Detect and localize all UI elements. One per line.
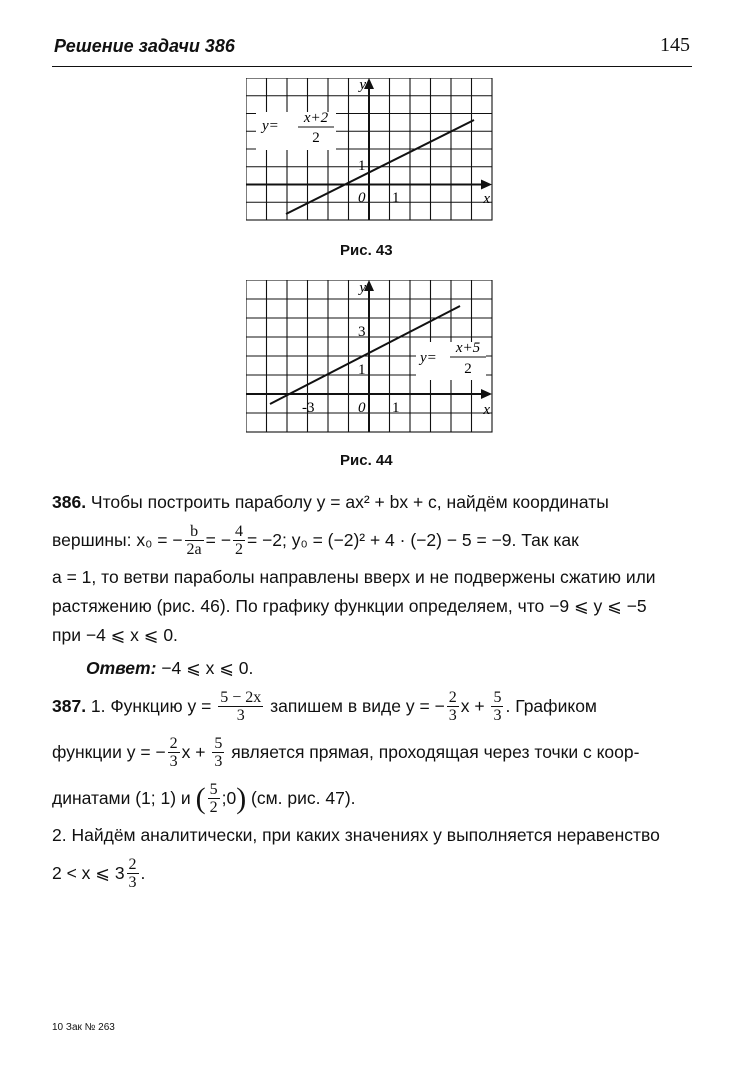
problem-387-text-3a: динатами (1; 1) и xyxy=(52,787,196,808)
problem-387-number: 387. xyxy=(52,695,87,716)
page-header xyxy=(52,36,692,67)
figure-44-formula-prefix: y= xyxy=(420,350,437,366)
fraction-numerator: 5 xyxy=(214,734,223,752)
problem-386-line-1 xyxy=(52,488,694,517)
figure-44-graph xyxy=(246,280,496,440)
figure-44-caption: Рис. 44 xyxy=(340,452,393,469)
figure-43-formula-numerator: x+2 xyxy=(303,110,329,126)
fraction-numerator: 2 xyxy=(448,688,457,706)
problem-386-text-2b: = − xyxy=(205,529,231,550)
fraction-4-over-2 xyxy=(233,523,245,558)
point-semicolon-zero: ;0 xyxy=(221,787,237,808)
figure-44 xyxy=(246,280,496,440)
fraction-numerator: 2 xyxy=(169,734,178,752)
solution-text xyxy=(52,488,694,896)
problem-387-text-5a: 2 < x ⩽ 3 xyxy=(52,862,125,883)
fraction-5-over-3 xyxy=(491,689,503,724)
figure-43-formula-denominator: 2 xyxy=(312,130,320,146)
problem-387-text-3b: (см. рис. 47). xyxy=(246,787,356,808)
fraction-denominator: 3 xyxy=(236,706,245,724)
problem-387-text-2b: x + xyxy=(181,741,211,762)
problem-386-line-4: растяжению (рис. 46). По графику функции определяем, что −9 ⩽ y ⩽ −5 xyxy=(52,596,647,616)
fraction-denominator: 3 xyxy=(493,706,502,724)
problem-387-line-4: 2. Найдём аналитически, при каких значениях y выполняется неравенство xyxy=(52,825,660,845)
figure-44-y-tick-3: 3 xyxy=(358,324,366,340)
fraction-denominator: 2 xyxy=(234,540,243,558)
problem-386-number: 386. xyxy=(52,492,87,512)
fraction-5-over-2 xyxy=(208,781,220,816)
answer-label: Ответ: xyxy=(86,658,157,678)
problem-387-text-1c: x + xyxy=(460,695,490,716)
figure-44-x-axis-label: x xyxy=(483,402,490,418)
fraction-2-over-3 xyxy=(127,856,139,891)
fraction-denominator: 3 xyxy=(128,873,137,891)
answer-line xyxy=(52,654,694,683)
fraction-numerator: 5 xyxy=(209,780,218,798)
problem-387-text-1d: . Графиком xyxy=(505,695,597,716)
figure-43-y-tick-1: 1 xyxy=(358,158,366,174)
fraction-denominator: 3 xyxy=(169,752,178,770)
fraction-numerator: 4 xyxy=(234,522,243,540)
fraction-5-over-3 xyxy=(212,735,224,770)
figure-43-y-axis-label: y xyxy=(359,78,366,93)
fraction-2-over-3 xyxy=(447,689,459,724)
running-title: Решение задачи 386 xyxy=(54,36,235,56)
figure-43-x-tick-1: 1 xyxy=(392,190,400,206)
fraction-b-over-2a xyxy=(185,523,204,558)
fraction-numerator: 2 xyxy=(128,855,137,873)
problem-387-text-1b: запишем в виде y = − xyxy=(265,695,445,716)
figure-43-caption: Рис. 43 xyxy=(340,242,393,259)
problem-386-text-2c: = −2; y₀ = (−2)² + 4 · (−2) − 5 = −9. Так как xyxy=(246,529,579,550)
figure-44-x-tick-neg3: -3 xyxy=(302,400,315,416)
problem-386-line-3: a = 1, то ветви параболы направлены вверх и не подвержены сжатию или xyxy=(52,567,656,587)
fraction-numerator: 5 − 2x xyxy=(220,688,262,706)
problem-386-line-5: при −4 ⩽ x ⩽ 0. xyxy=(52,625,178,645)
fraction-2-over-3 xyxy=(168,735,180,770)
fraction-numerator: 5 xyxy=(493,688,502,706)
fraction-denominator: 2a xyxy=(186,540,202,558)
problem-386-line-2 xyxy=(52,517,694,563)
left-paren: ( xyxy=(195,781,206,815)
figure-43 xyxy=(246,78,496,228)
problem-386-text-1: Чтобы построить параболу y = ax² + bx + c, найдём координаты xyxy=(86,492,609,512)
figure-44-x-tick-1: 1 xyxy=(392,400,400,416)
problem-387-line-3 xyxy=(52,775,694,821)
problem-387-line-2 xyxy=(52,729,694,775)
fraction-5-2x-over-3 xyxy=(218,689,263,724)
fraction-denominator: 2 xyxy=(209,798,218,816)
problem-387-text-1a: 1. Функцию y = xyxy=(86,695,217,716)
problem-387-text-2a: функции y = − xyxy=(52,741,166,762)
figure-44-formula-numerator: x+5 xyxy=(455,340,481,356)
fraction-denominator: 3 xyxy=(448,706,457,724)
right-paren: ) xyxy=(236,781,247,815)
fraction-denominator: 3 xyxy=(214,752,223,770)
problem-387-line-5 xyxy=(52,850,694,896)
figure-43-x-axis-label: x xyxy=(483,191,490,207)
problem-386-text-2a: вершины: x₀ = − xyxy=(52,529,183,550)
page-footer: 10 Зак № 263 xyxy=(52,1022,115,1033)
problem-387-text-5b: . xyxy=(140,862,146,883)
figure-44-y-axis-label: y xyxy=(359,280,366,296)
problem-387-line-1 xyxy=(52,683,694,729)
figure-43-origin-label: 0 xyxy=(358,190,366,206)
figure-44-formula-denominator: 2 xyxy=(464,361,472,377)
figure-43-formula-prefix: y= xyxy=(262,118,279,134)
page-number: 145 xyxy=(660,34,690,56)
answer-value: −4 ⩽ x ⩽ 0. xyxy=(156,658,254,678)
figure-43-graph xyxy=(246,78,496,228)
figure-44-y-tick-1: 1 xyxy=(358,362,366,378)
problem-387-text-2c: является прямая, проходящая через точки с коор- xyxy=(226,741,640,762)
fraction-numerator: b xyxy=(185,523,204,541)
figure-44-origin-label: 0 xyxy=(358,400,366,416)
